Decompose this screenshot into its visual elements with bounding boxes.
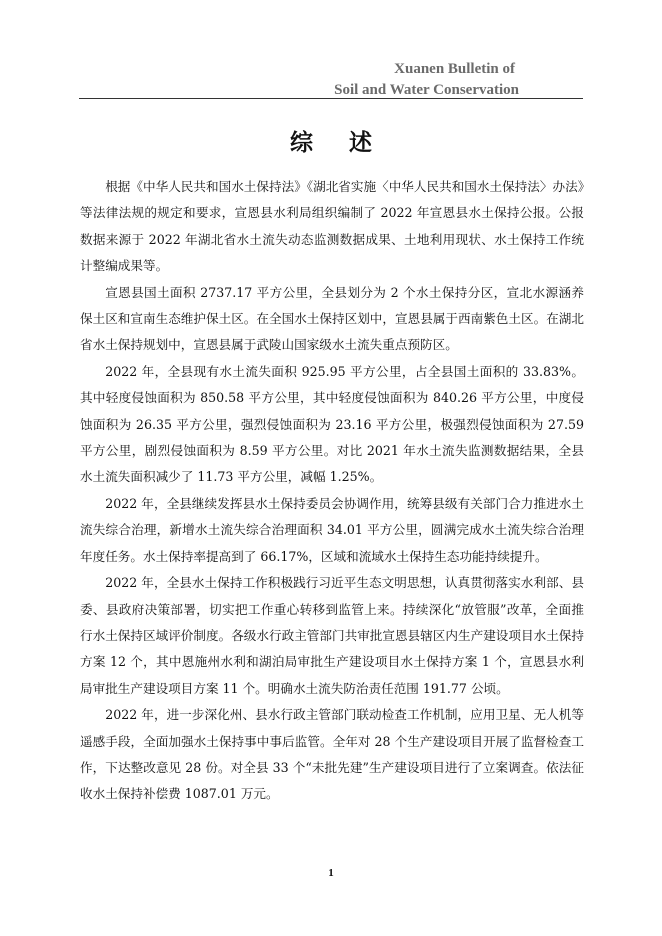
header-rule <box>79 98 583 99</box>
page-title: 综 述 <box>289 130 386 156</box>
paragraph-comprehensive-treatment: 2022 年，全县继续发挥县水土保持委员会协调作用，统筹县级有关部门合力推进水土流失综合治理，新增水土流失综合治理面积 34.01 平方公里，圆满完成水土流失综合治理年度任务。水土保持率提高到了 66.17%，区域和流域水土保持生态功能持续提升。 <box>80 495 584 564</box>
paragraph-inspection: 2022 年，进一步深化州、县水行政主管部门联动检查工作机制，应用卫星、无人机等遥感手段，全面加强水土保持事中事后监管。全年对 28 个生产建设项目开展了监督检查工作，下达整改意见 28 份。对全县 33 个“未批先建”生产建设项目进行了立案调查。依法征收水土保持补偿费 1087.01 万元。 <box>80 707 584 802</box>
paragraph-county-overview: 宣恩县国土面积 2737.17 平方公里，全县划分为 2 个水土保持分区，宣北水源涵养保土区和宣南生态维护保土区。在全国水土保持区划中，宣恩县属于西南紫色土区。在湖北省水土保持规划中，宣恩县属于武陵山国家级水土流失重点预防区。 <box>80 284 584 353</box>
page-number: 1 <box>328 867 334 879</box>
paragraph-erosion-area: 2022 年，全县现有水土流失面积 925.95 平方公里，占全县国土面积的 33.83%。其中轻度侵蚀面积为 850.58 平方公里，其中轻度侵蚀面积为 840.26 平方公里，中度侵蚀面积为 26.35 平方公里，强烈侵蚀面积为 23.16 平方公里，极强烈侵蚀面积为 27.59 平方公里，剧烈侵蚀面积为 8.59 平方公里。对比 2021 年水土流失监测数据结果，全县水土流失面积减少了 11.73 平方公里，减幅 1.25%。 <box>80 363 584 485</box>
running-header <box>334 59 519 101</box>
paragraph-legal-basis: 根据《中华人民共和国水土保持法》《湖北省实施〈中华人民共和国水土保持法〉办法》等法律法规的规定和要求，宣恩县水利局组织编制了 2022 年宣恩县水土保持公报。公报数据来源于 2022 年湖北省水土流失动态监测数据成果、土地利用现状、水土保持工作统计整编成果等。 <box>80 179 584 274</box>
paragraph-supervision-reform: 2022 年，全县水土保持工作积极践行习近平生态文明思想，认真贯彻落实水利部、县委、县政府决策部署，切实把工作重心转移到监管上来。持续深化“放管服”改革，全面推行水土保持区域评价制度。各级水行政主管部门共审批宣恩县辖区内生产建设项目水土保持方案 12 个，其中恩施州水利和湖泊局审批生产建设项目水土保持方案 1 个，宣恩县水利局审批生产建设项目方案 11 个。明确水土流失防治责任范围 191.77 公顷。 <box>80 575 584 696</box>
header-line-2: Soil and Water Conservation <box>334 82 519 98</box>
header-line-1: Xuanen Bulletin of <box>394 61 515 77</box>
body-text <box>80 174 584 808</box>
